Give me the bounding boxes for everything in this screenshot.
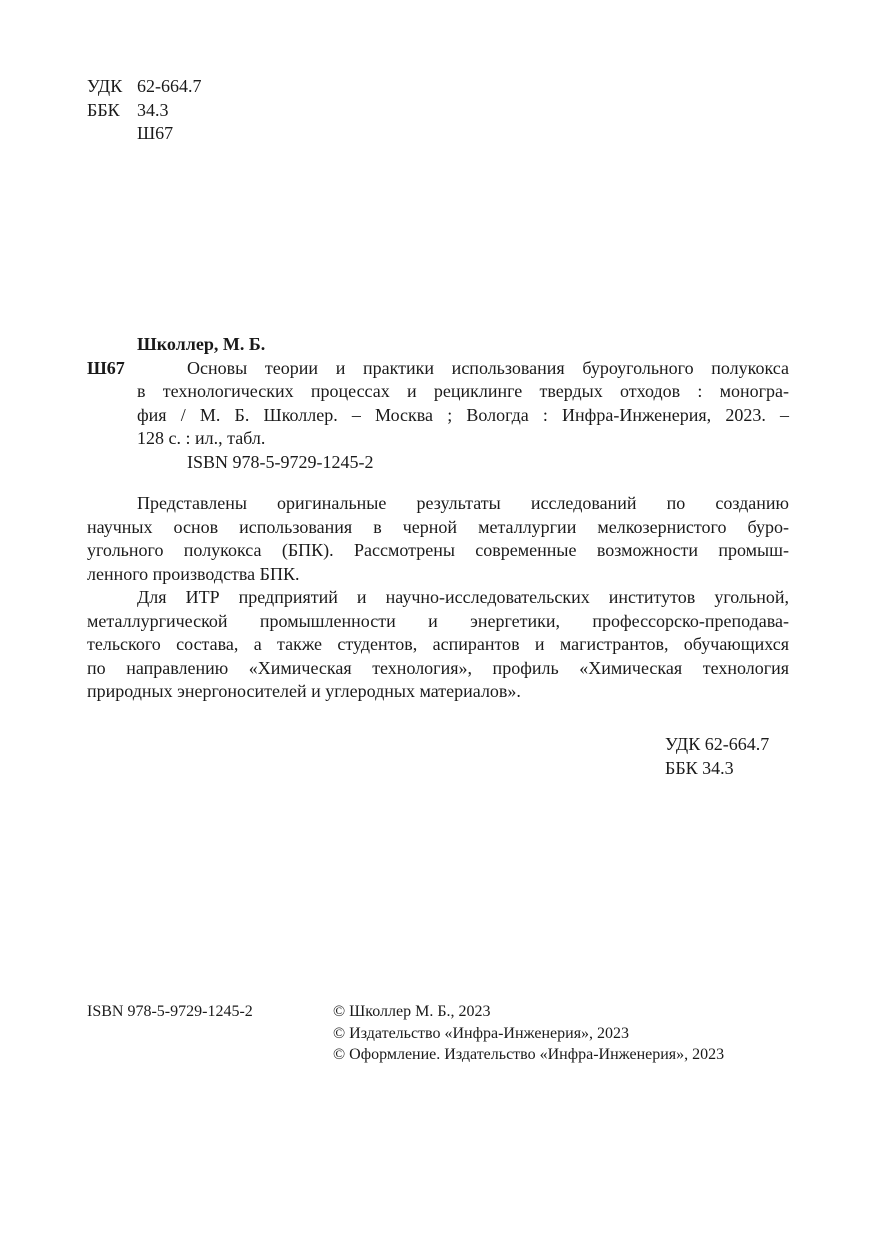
annotation-line: Представлены оригинальные результаты исследований по созданию — [137, 493, 789, 513]
bbk-code: ББК 34.3 — [665, 757, 734, 778]
cutter-row — [87, 122, 202, 146]
annotation-line: научных основ использования в черной металлургии мелкозернистого буро- — [87, 516, 789, 537]
record-line: Основы теории и практики использования буроугольного полукокса — [187, 357, 789, 378]
classification-codes — [665, 733, 769, 780]
bbk-value: 34.3 — [137, 99, 169, 120]
bbk-label: ББК — [87, 99, 120, 120]
record-line: в технологических процессах и рециклинге твердых отходов : моногра- — [137, 381, 789, 401]
cutter-mark: Ш67 — [87, 357, 125, 378]
copyright-block — [333, 1001, 724, 1066]
author-heading: Школлер, М. Б. — [137, 334, 266, 354]
record-isbn: ISBN 978-5-9729-1245-2 — [187, 451, 374, 472]
bbk-row — [87, 99, 202, 123]
cutter-code: Ш67 — [137, 123, 174, 143]
library-codes — [87, 75, 202, 146]
annotation-paragraph-2 — [87, 586, 789, 704]
udk-code: УДК 62-664.7 — [665, 734, 770, 754]
record-body — [87, 357, 789, 475]
record-line: фия / М. Б. Школлер. – Москва ; Вологда : Инфра-Инженерия, 2023. – — [137, 404, 789, 425]
footer-isbn: ISBN 978-5-9729-1245-2 — [87, 1003, 253, 1020]
annotation-line: угольного полукокса (БПК). Рассмотрены современные возможности промыш- — [87, 540, 789, 560]
annotation-line: природных энергоносителей и углеродных материалов». — [87, 681, 521, 701]
annotation-line: металлургической промышленности и энергетики, профессорско-преподава- — [87, 610, 789, 631]
record-line: 128 с. : ил., табл. — [137, 428, 266, 448]
annotation-line: ленного производства БПК. — [87, 563, 300, 584]
copyright-line: © Издательство «Инфра-Инженерия», 2023 — [333, 1024, 630, 1042]
copyright-line: © Оформление. Издательство «Инфра-Инженерия», 2023 — [333, 1046, 725, 1063]
udk-label: УДК — [87, 76, 123, 96]
annotation-paragraph-1 — [87, 492, 789, 586]
annotation — [87, 492, 789, 704]
copyright-line: © Школлер М. Б., 2023 — [333, 1003, 491, 1020]
annotation-line: тельского состава, а также студентов, аспирантов и магистрантов, обучающихся — [87, 634, 789, 654]
bibliographic-record — [87, 333, 789, 474]
annotation-line: Для ИТР предприятий и научно-исследовательских институтов угольной, — [137, 587, 789, 607]
udk-value: 62-664.7 — [137, 76, 202, 96]
udk-row — [87, 75, 202, 99]
annotation-line: по направлению «Химическая технология», профиль «Химическая технология — [87, 657, 789, 678]
